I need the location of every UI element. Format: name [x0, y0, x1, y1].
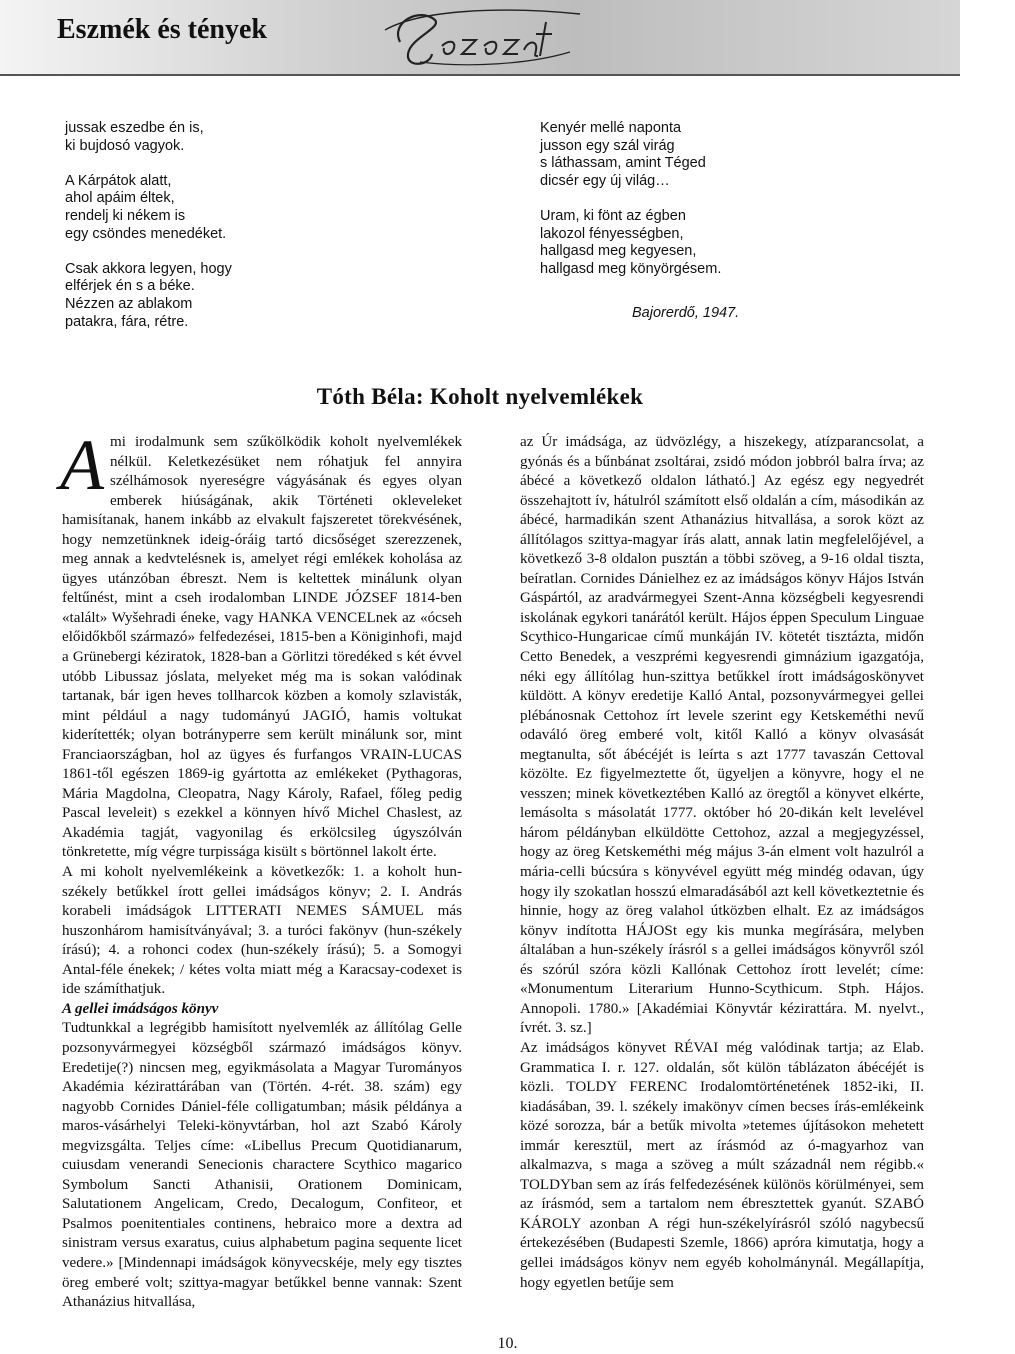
- poem-line: ki bujdosó vagyok.: [65, 137, 185, 154]
- poem-line: s láthassam, amint Téged: [540, 155, 706, 172]
- stanza-gap: [540, 190, 840, 208]
- paragraph: A mi koholt nyelvemlékeink a következők: 1. a koholt hun-székely betűkkel írott gellei imádságos könyv; 2. I. András korabeli imádságok LITTERATI NEMES SÁMUEL más huszonhárom hamisítványával; 3. a turóci fakönyv (hun-székely írású); 4. a rohonci codex (hun-székely írású); 5. a Somogyi Antal-féle énekek; / kétes volta miatt még a Karacsay-codexet is ide számíthatjuk.: [62, 864, 462, 998]
- poem-line: jussak eszedbe én is,: [65, 120, 204, 136]
- poem-line: Csak akkora legyen, hogy: [65, 260, 232, 277]
- section-header: [0, 0, 960, 74]
- poem-line: patakra, fára, rétre.: [65, 313, 189, 330]
- article-right-column: [520, 433, 924, 1293]
- paragraph: Tudtunkkal a legrégibb hamisított nyelvemlék az állítólag Gelle pozsonyvármegyei községből származó imádságos könyv. Eredetije(?) nincsen meg, egyikmásolata a Magyar Turományos Akadémia kézirattárában van (Történ. 4-rét. 38. szám) egy nagyobb Cornides Dániel-féle colligatumban; másik példánya a maros-vásárhelyi Teleki-könyvtárban, hol azt Szabó Károly megvizsgálta. Teljes címe: «Libellus Precum Quotidianarum, cuiusdam venerandi Senecionis charactere Scythico magarico Symbolum Sancti Athanisii, Orationem Dominicam, Salutationem Angelicam, Credo, Decalogum, Confiteor, et Psalmos poenitentiales continens, hebraico more a dextra ad sinistram versus exaratus, cuius alphabetum pagina sequente licet vedere.» [Mindennapi imádságok könyvecskéje, mely egy tisztes öreg emberé volt; szittya-magyar betűkkel benne vannak: Szent Athanázius hitvallása,: [62, 1020, 462, 1311]
- header-rule: [0, 74, 960, 76]
- szozat-logo: [380, 2, 590, 74]
- poem-signature: Bajorerdő, 1947.: [632, 305, 740, 321]
- section-title: Eszmék és tények: [57, 14, 267, 45]
- poem-line: rendelj ki nékem is: [65, 207, 186, 224]
- page-number: 10.: [497, 1335, 518, 1352]
- subheading: A gellei imádságos könyv: [62, 1000, 219, 1017]
- poem-line: Kenyér mellé naponta: [540, 120, 682, 136]
- poem-line: hallgasd meg könyörgésem.: [540, 260, 722, 277]
- stanza-gap: [65, 243, 345, 261]
- stanza-gap: [65, 155, 345, 173]
- poem-line: A Kárpátok alatt,: [65, 172, 172, 189]
- poem-left-column: [65, 120, 345, 331]
- poem-line: lakozol fényességben,: [540, 225, 684, 242]
- poem-line: Nézzen az ablakom: [65, 295, 193, 312]
- poem-line: ahol apáim éltek,: [65, 190, 175, 207]
- poem-line: jusson egy szál virág: [540, 137, 675, 154]
- poem-line: dicsér egy új világ…: [540, 172, 670, 189]
- poem-line: hallgasd meg kegyesen,: [540, 243, 697, 260]
- poem-right-column: [540, 120, 840, 278]
- article-left-column: [60, 425, 462, 1311]
- paragraph: mi irodalmunk sem szűkölködik koholt nyelvemlékek nélkül. Keletkezésüket nem róhatjuk fel annyira szélhámosok nyereségre vágyásának és egyes olyan emberek hiúságának, akik Történeti okleveleket hamisítanak, hanem inkább az elvakult fajszeretet törekvésének, hogy nemzetünknek ideig-óráig tartó dicsőséget szerezzenek, meg annak a kedvtelésnek is, amelyet régi emlékek koholása az ügyes utánzóban ébreszt. Nem is keltettek minálunk olyan feltűnést, mint a cseh irodalomban LINDE JÓZSEF 1814-ben «talált» Wyšehradi éneke, vagy HANKA VENCELnek az «ócseh előidőkből származó» felfedezései, 1815-ben a Königinhofi, majd a Grünebergi kéziratok, 1828-ban a Görlitzi töredéked s két évvel utóbb Libussaz jóslata, melyeket még ma is sokan valódinak tartanak, bár igen heves tollharcok közben a komoly szlavisták, mint például a nagy tudományú JAGIÓ, hamis voltukat kiderítették; olyan botrányperre sem került minálunk sor, mint Franciaországban, hol az ügyes és furfangos VRAIN-LUCAS 1861-től egészen 1869-ig gyártotta az emlékeket (Pythagoras, Mária Magdolna, Cleopatra, Nagy Károly, Rafael, főleg pedig Pascal leveleit) s ezekkel a könnyen hívő Michel Chaslest, az Akadémia tagját, vagyonilag és erkölcsileg úgyszólván tönkretette, míg végre turpissága kisült s börtönnel lakolt érte.: [62, 434, 462, 861]
- paragraph: az Úr imádsága, az üdvözlégy, a hiszekegy, atízparancsolat, a gyónás és a bűnbánat zsoltárai, zsidó módon jobbról balra írva; az ábécé a következő oldalon látható.] Az egész egy negyedrét összehajtott ív, hátulról számított első oldalán a cím, másodikán az ábécé, harmadikán szent Athanázius hitvallása, a sorok közt az állítólagos szittya-magyar írás alatt, annak latin megfelelőjével, a következő 3-8 oldalon pusztán a többi szöveg, a 9-16 oldal tiszta, beíratlan. Cornides Dánielhez ez az imádságos könyv Hájos István Gáspártól, az aradvármegyei Szent-Anna községbeli kegyesrendi iskolának egykori tanárától került. Hájos éppen Speculum Linguae Scythico-Hungaricae című munkáján IV. kötetét tisztázta, midőn Cetto Benedek, a veszprémi kegyesrendi gimnázium igazgatója, néki egy állítólag hun-szittya betűkkel írott imádságoskönyvet küldött. A könyv eredetije Kalló Antal, pozsonyvármegyei gellei plébánosnak Cettohoz írt levele szerint egy Ketskeméthi nevű odaváló öreg emberé volt, kitől Kalló a könyv olvasását megtanulta, sőt ábécéjét is leírta s azt 1777 tavaszán Cettoval közölte. Ez figyelmeztette őt, ügyeljen a könyvre, hogy el ne vesszen; minek következtében Kalló az öregtől a könyvet elkérte, lemásolta s másolatát 1777. október hó 20-dikán kelt levelével három példányban elküldötte Cettohoz, azzal a megjegyzéssel, hogy az öreg Ketskeméthi még május 3-án elment volt hazulról a mária-celli búcsúra s könyvével együtt még mindég odavan, úgy hogy ily szokatlan hosszú elmaradásából azt kell következtetnie és hinnie, hogy az öreg valahol útközben elhalt. Ez az imádságos könyv indította HÁJOSt egy kis munka megírására, melyben általában a hun-székely írásról s a gellei imádságos könyvről szól és szórúl szóra közli Kallónak Cettohoz írott levelét; címe: «Monumentum Literarium Hunno-Scythicum. Stph. Hájos. Annopoli. 1780.» [Akadémiai Könyvtár kézirattára. M. nyelvt., ívrét. 3. sz.]: [520, 434, 924, 1037]
- poem-line: elférjek én s a béke.: [65, 278, 195, 295]
- article-title: Tóth Béla: Koholt nyelvemlékek: [316, 384, 644, 409]
- poem-line: Uram, ki fönt az égben: [540, 207, 686, 224]
- paragraph: Az imádságos könyvet RÉVAI még valódinak tartja; az Elab. Grammatica I. r. 127. oldalán, sőt külön táblázaton ábécéjét is közli. TOLDY FERENC Irodalomtörténetének 1852-iki, II. kiadásában, 39. l. székely imakönyv címen becses írás-emlékeink közé sorozza, bár a betűk mivolta »tetemes újításokon mehetett immár keresztül, mert az írásmód az ó-magyarhoz van alkalmazva, s maga a szöveg a múlt századnál nem régibb.« TOLDYban sem az írás felfedezésének különös körülményei, sem az írásmód, sem a tartalom nem ébresztettek gyanút. SZABÓ KÁROLY azonban A régi hun-székelyírásról szóló nagybecsű értekezésében (Budapesti Szemle, 1866) apróra kimutatja, hogy a gellei imádságos könyv nem egyéb koholmánynál. Megállapítja, hogy egyetlen betűje sem: [520, 1039, 924, 1291]
- poem-line: egy csöndes menedéket.: [65, 225, 227, 242]
- drop-cap: A: [60, 425, 104, 505]
